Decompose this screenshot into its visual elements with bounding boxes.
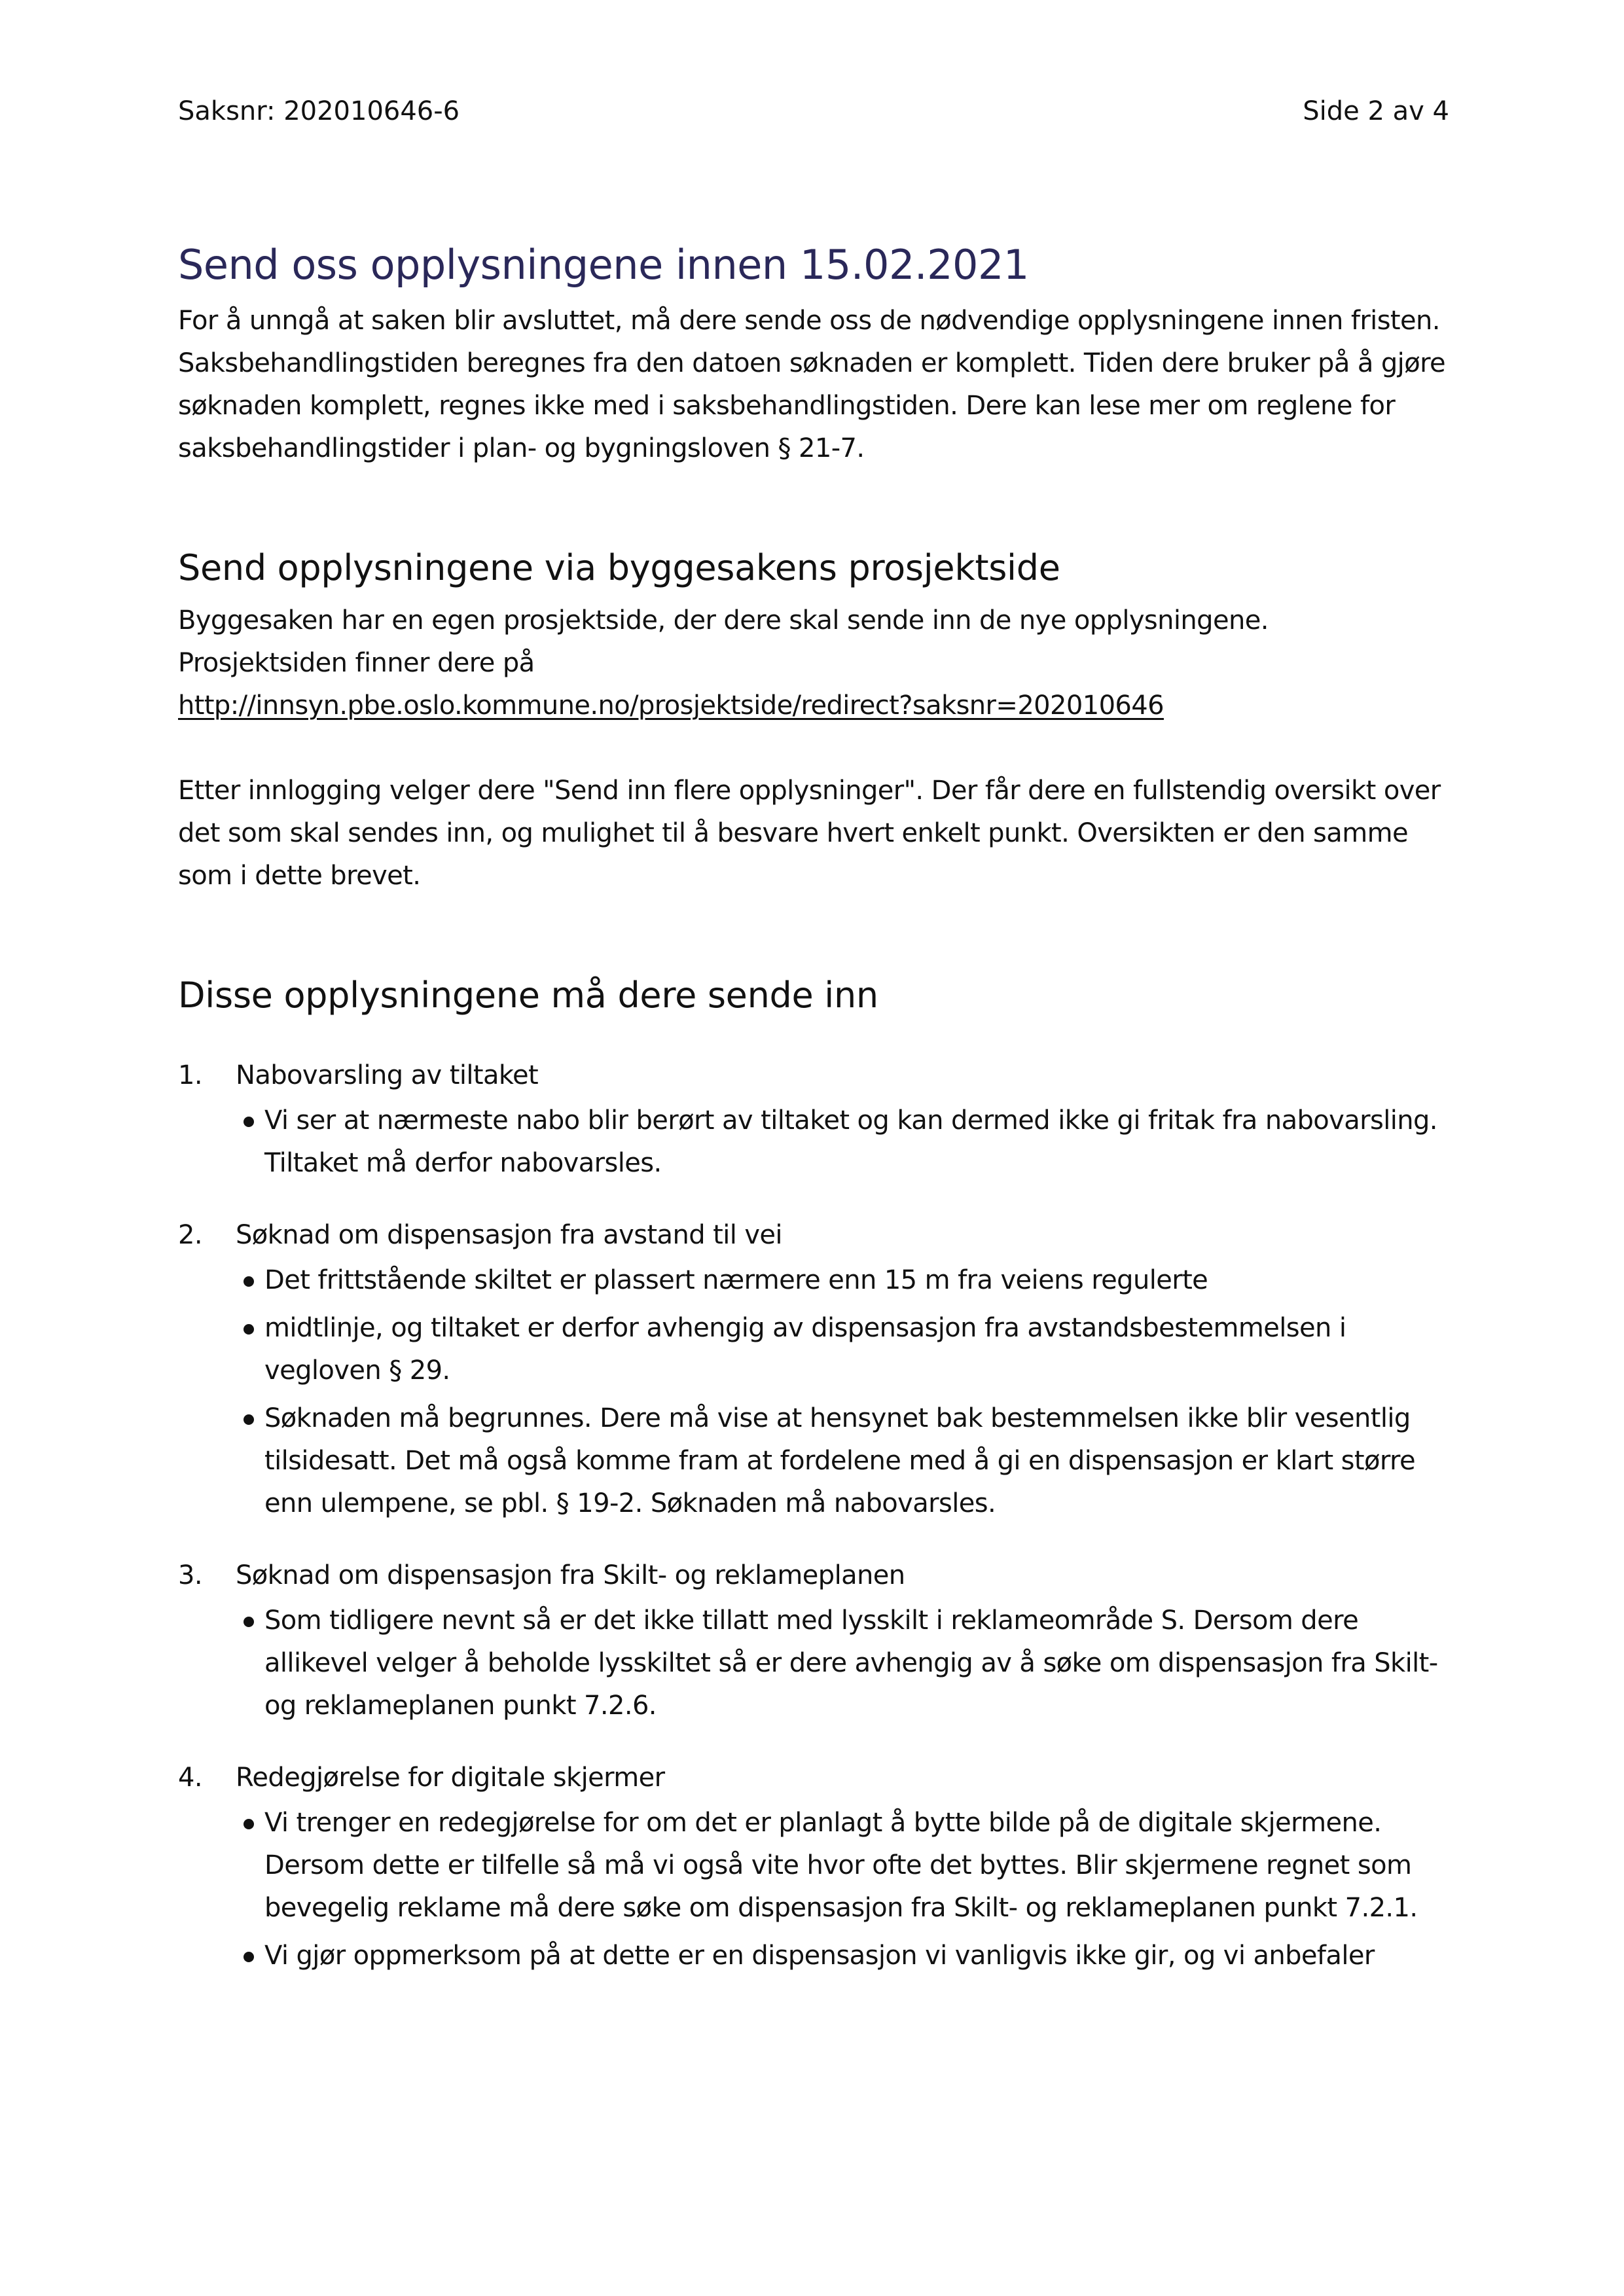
login-instructions-paragraph: Etter innlogging velger dere "Send inn flere opplysninger". Der får dere en fullstendig oversikt over det som skal sendes inn, og mulighet til å besvare hvert enkelt punkt. Oversikten er den samme som i dette brevet. <box>178 776 1441 891</box>
project-page-intro-line1: Byggesaken har en egen prosjektside, der dere skal sende inn de nye opplysningene. <box>178 605 1269 636</box>
required-info-heading: Disse opplysningene må dere sende inn <box>178 975 878 1016</box>
project-page-intro <box>178 600 1461 727</box>
case-number: Saksnr: 202010646-6 <box>178 96 460 126</box>
section-project-page <box>178 542 1461 897</box>
project-page-intro-line2: Prosjektsiden finner dere på <box>178 648 535 678</box>
bullet-icon <box>241 1935 264 1977</box>
section-required-info <box>178 969 1461 1977</box>
section-deadline <box>178 236 1461 470</box>
item-number: 4. <box>178 1763 202 1793</box>
list-item <box>178 1757 1461 1977</box>
bullet-item: Søknaden må begrunnes. Dere må vise at hensynet bak bestemmelsen ikke blir vesentlig tilsidesatt. Det må også komme fram at fordelene med å gi en dispensasjon er klart større enn ulempene, se pbl. § 19-2. Søknaden må nabovarsles. <box>241 1397 1461 1525</box>
page-header <box>178 92 1449 131</box>
bullet-icon <box>241 1802 264 1929</box>
item-number: 3. <box>178 1560 202 1590</box>
bullet-list <box>178 1100 1461 1185</box>
bullet-list <box>178 1259 1461 1525</box>
item-heading: Søknad om dispensasjon fra avstand til vei <box>236 1220 782 1250</box>
item-heading: Søknad om dispensasjon fra Skilt- og reklameplanen <box>236 1560 905 1590</box>
item-heading: Nabovarsling av tiltaket <box>236 1060 539 1090</box>
bullet-icon <box>241 1307 264 1392</box>
item-number: 1. <box>178 1060 202 1090</box>
deadline-paragraph: For å unngå at saken blir avsluttet, må dere sende oss de nødvendige opplysningene innen fristen. Saksbehandlingstiden beregnes fra den datoen søknaden er komplett. Tiden dere bruker på å gjøre søknaden komplett, regnes ikke med i saksbehandlingstiden. Dere kan lese mer om reglene for saksbehandlingstider i plan- og bygningsloven § 21-7. <box>178 306 1446 463</box>
bullet-icon <box>241 1397 264 1525</box>
bullet-icon <box>241 1259 264 1302</box>
required-items-list <box>178 1054 1461 1977</box>
bullet-icon <box>241 1600 264 1727</box>
bullet-item: Som tidligere nevnt så er det ikke tillatt med lysskilt i reklameområde S. Dersom dere allikevel velger å beholde lysskiltet så er dere avhengig av å søke om dispensasjon fra Skilt- og reklameplanen punkt 7.2.6. <box>241 1600 1461 1727</box>
project-page-link[interactable]: http://innsyn.pbe.oslo.kommune.no/prosjektside/redirect?saksnr=202010646 <box>178 691 1164 721</box>
list-item <box>178 1554 1461 1727</box>
bullet-list <box>178 1802 1461 1977</box>
document-body <box>178 236 1461 2007</box>
bullet-icon <box>241 1100 264 1185</box>
item-heading: Redegjørelse for digitale skjermer <box>236 1763 665 1793</box>
project-page-heading: Send opplysningene via byggesakens prosjektside <box>178 547 1060 588</box>
bullet-item: Vi ser at nærmeste nabo blir berørt av tiltaket og kan dermed ikke gi fritak fra nabovarsling. Tiltaket må derfor nabovarsles. <box>241 1100 1461 1185</box>
list-item <box>178 1054 1461 1185</box>
list-item <box>178 1214 1461 1525</box>
bullet-item: midtlinje, og tiltaket er derfor avhengig av dispensasjon fra avstandsbestemmelsen i vegloven § 29. <box>241 1307 1461 1392</box>
bullet-item: Vi trenger en redegjørelse for om det er planlagt å bytte bilde på de digitale skjermene. Dersom dette er tilfelle så må vi også vite hvor ofte det byttes. Blir skjermene regnet som bevegelig reklame må dere søke om dispensasjon fra Skilt- og reklameplanen punkt 7.2.1. <box>241 1802 1461 1929</box>
bullet-list <box>178 1600 1461 1727</box>
bullet-item: Vi gjør oppmerksom på at dette er en dispensasjon vi vanligvis ikke gir, og vi anbefaler <box>241 1935 1461 1977</box>
item-number: 2. <box>178 1220 202 1250</box>
bullet-item: Det frittstående skiltet er plassert nærmere enn 15 m fra veiens regulerte <box>241 1259 1461 1302</box>
deadline-title: Send oss opplysningene innen 15.02.2021 <box>178 241 1029 289</box>
page-indicator: Side 2 av 4 <box>1303 96 1449 126</box>
